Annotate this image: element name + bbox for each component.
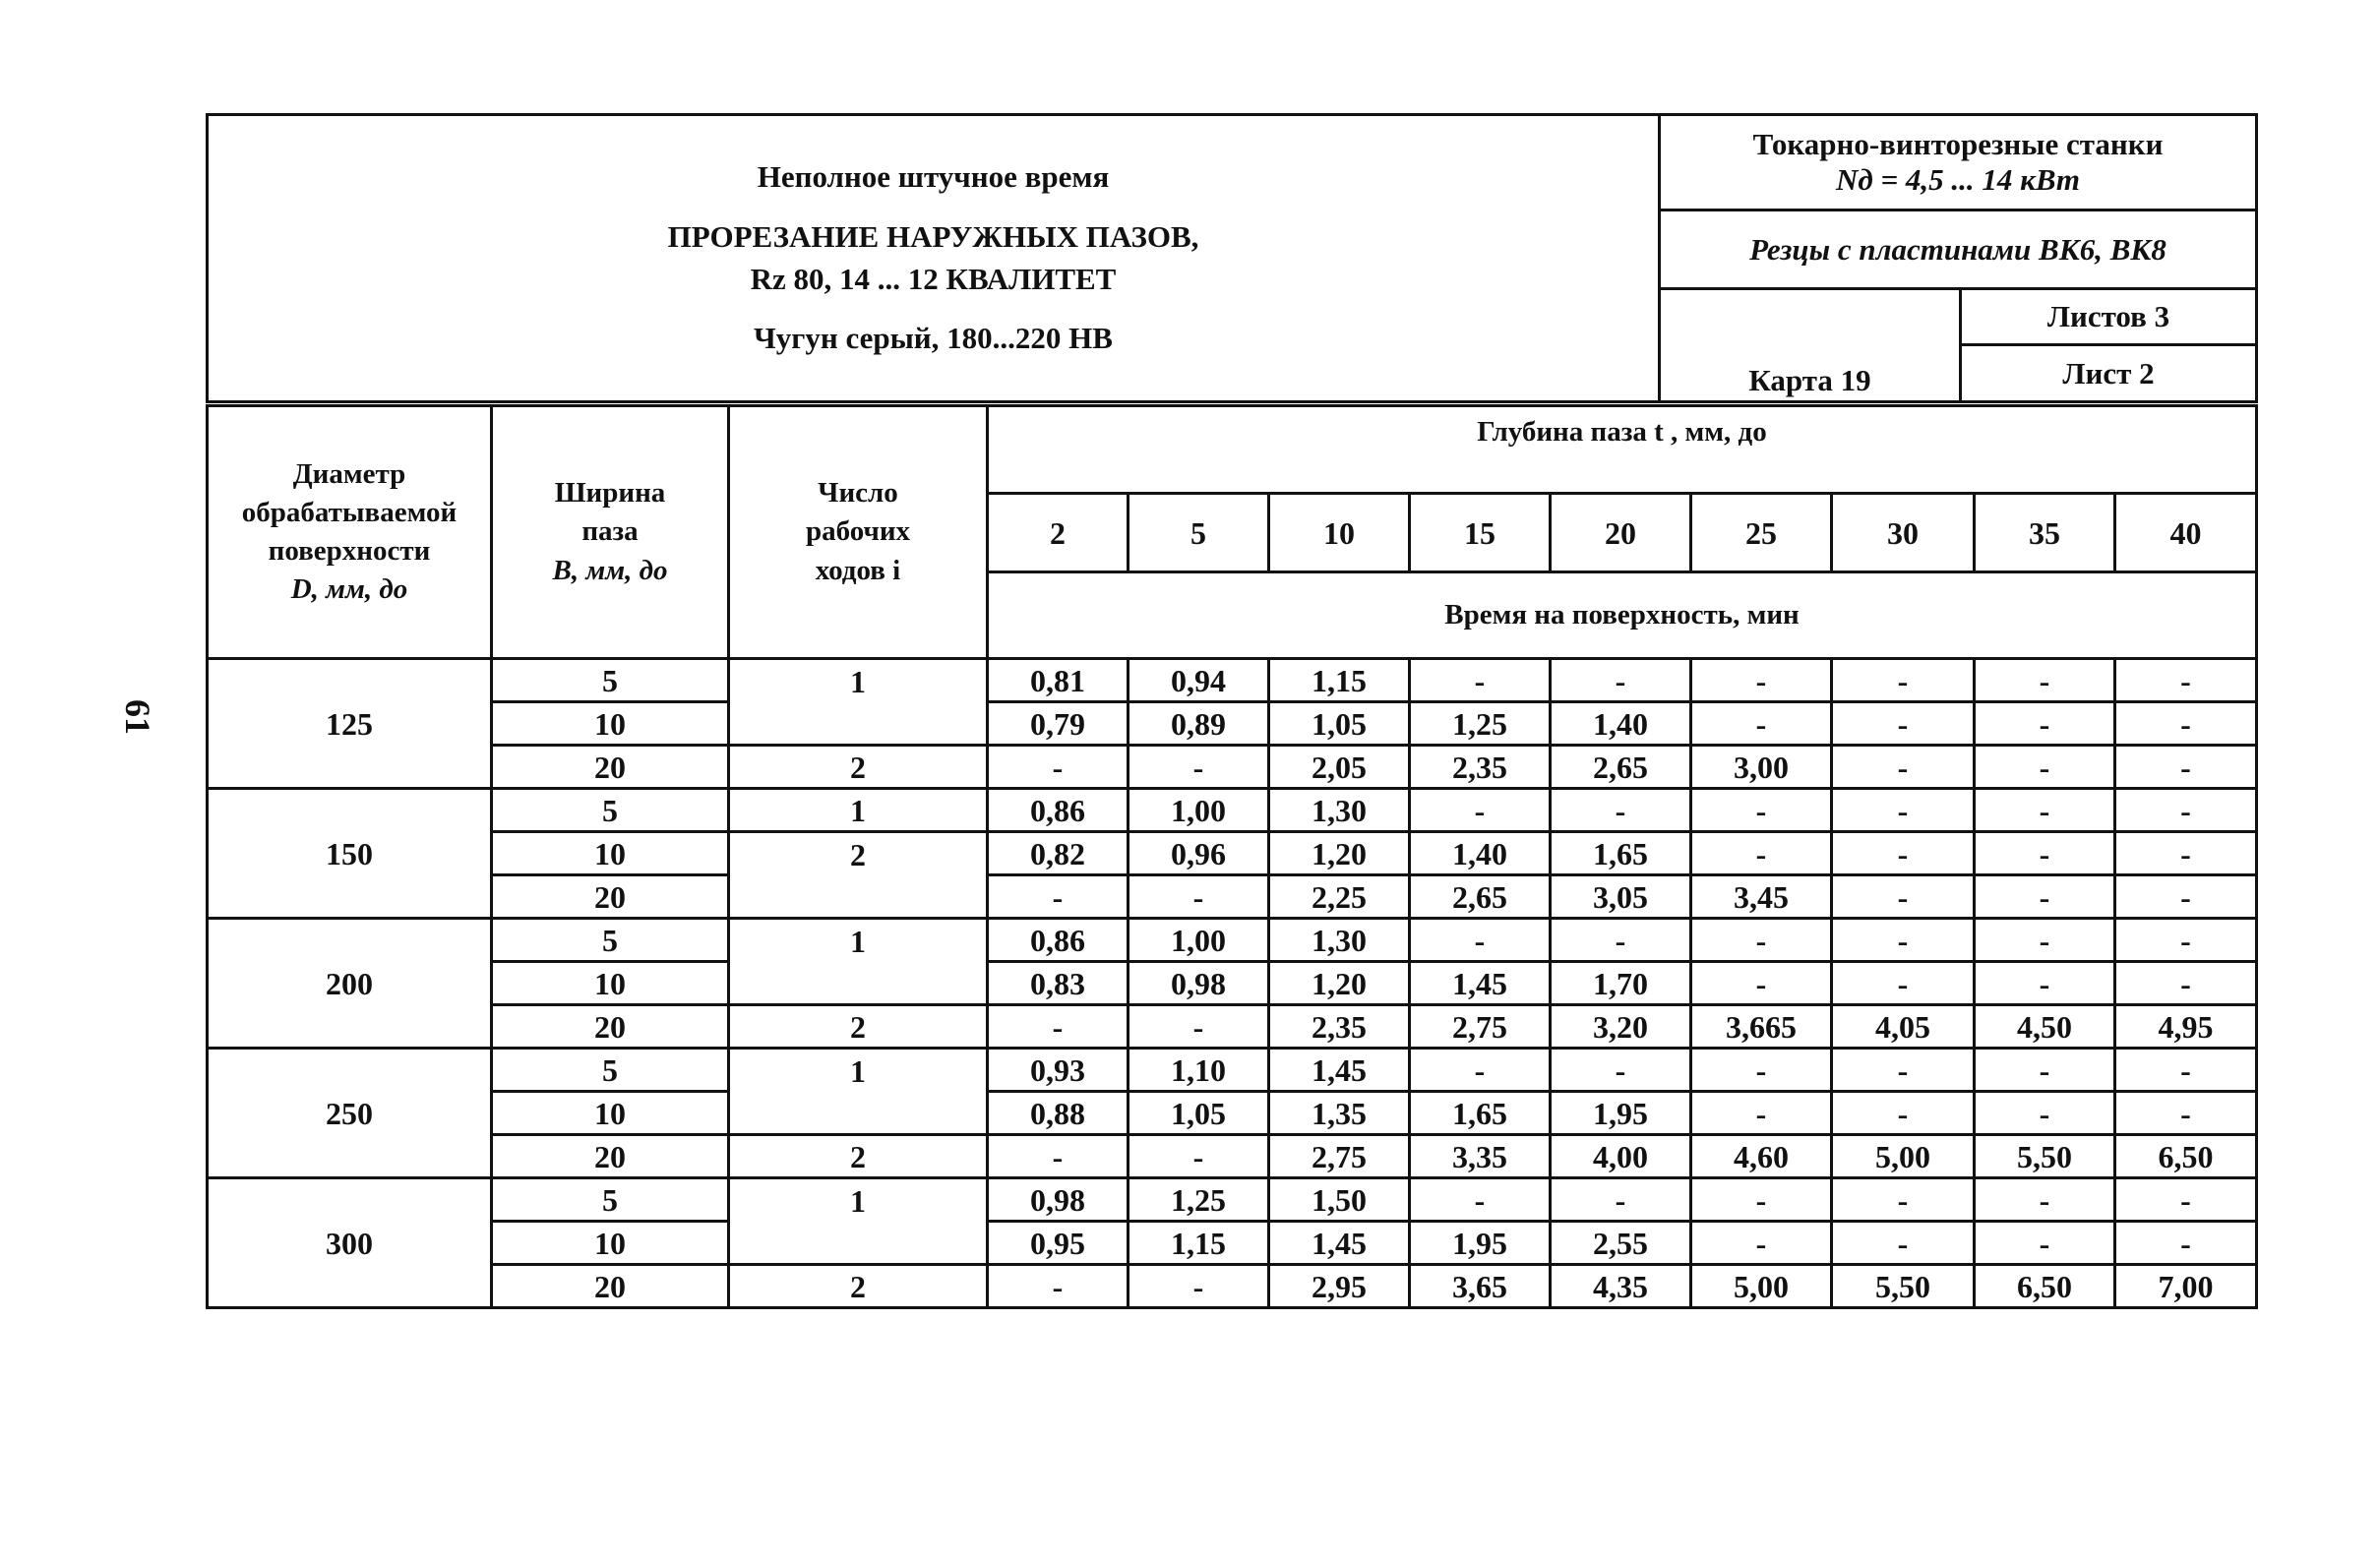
time-value-cell: 4,60 <box>1691 1135 1832 1178</box>
time-value-cell: 0,79 <box>988 702 1129 746</box>
time-value-cell: - <box>1975 746 2115 789</box>
time-value-cell: 1,40 <box>1410 832 1551 875</box>
time-value-cell: 3,00 <box>1691 746 1832 789</box>
time-table <box>206 404 2258 1309</box>
time-value-cell: 4,35 <box>1551 1265 1691 1308</box>
time-value-cell: - <box>1975 875 2115 919</box>
title-line-1: Неполное штучное время <box>757 159 1110 194</box>
width-cell: 5 <box>492 919 729 962</box>
table-row <box>208 1178 2257 1222</box>
width-cell: 10 <box>492 1092 729 1135</box>
time-value-cell: 1,30 <box>1269 789 1410 832</box>
time-value-cell: - <box>1410 919 1551 962</box>
time-value-cell: 4,50 <box>1975 1005 2115 1049</box>
time-value-cell: 0,86 <box>988 919 1129 962</box>
passes-header-line: Число <box>818 477 898 510</box>
time-value-cell: 1,15 <box>1129 1222 1269 1265</box>
table-row <box>208 702 2257 746</box>
time-value-cell: 3,20 <box>1551 1005 1691 1049</box>
width-header <box>492 406 729 659</box>
width-cell: 10 <box>492 1222 729 1265</box>
time-value-cell: 0,98 <box>1129 962 1269 1005</box>
time-value-cell: 6,50 <box>2115 1135 2257 1178</box>
time-value-cell: - <box>988 746 1129 789</box>
width-cell: 5 <box>492 1049 729 1092</box>
time-value-cell: 4,00 <box>1551 1135 1691 1178</box>
time-value-cell: - <box>1832 702 1975 746</box>
time-value-cell: - <box>1975 659 2115 702</box>
table-row <box>208 919 2257 962</box>
time-value-cell: - <box>1129 1135 1269 1178</box>
passes-cell: 1 <box>729 1178 988 1265</box>
time-value-cell: - <box>1975 1178 2115 1222</box>
diameter-cell: 150 <box>208 789 492 919</box>
time-value-cell: 6,50 <box>1975 1265 2115 1308</box>
title-line-2a: ПРОРЕЗАНИЕ НАРУЖНЫХ ПАЗОВ, <box>667 218 1199 254</box>
time-value-cell: 1,45 <box>1269 1222 1410 1265</box>
passes-cell: 1 <box>729 789 988 832</box>
time-value-cell: 1,40 <box>1551 702 1691 746</box>
time-value-cell: - <box>1691 1222 1832 1265</box>
passes-cell: 1 <box>729 1049 988 1135</box>
time-value-cell: 5,50 <box>1832 1265 1975 1308</box>
time-value-cell: - <box>1551 659 1691 702</box>
time-value-cell: 1,20 <box>1269 962 1410 1005</box>
time-value-cell: 1,45 <box>1269 1049 1410 1092</box>
width-cell: 5 <box>492 659 729 702</box>
time-value-cell: - <box>1975 702 2115 746</box>
time-value-cell: 1,00 <box>1129 919 1269 962</box>
time-value-cell: - <box>1832 875 1975 919</box>
sheets-cell: Листов 3 <box>1961 289 2257 345</box>
time-value-cell: 5,00 <box>1691 1265 1832 1308</box>
depth-value-header: 10 <box>1269 494 1410 572</box>
time-value-cell: - <box>2115 1222 2257 1265</box>
time-value-cell: 2,05 <box>1269 746 1410 789</box>
time-value-cell: - <box>2115 875 2257 919</box>
time-value-cell: 1,35 <box>1269 1092 1410 1135</box>
table-row <box>208 746 2257 789</box>
time-value-cell: - <box>1551 789 1691 832</box>
time-value-cell: - <box>2115 746 2257 789</box>
table-row <box>208 1265 2257 1308</box>
time-value-cell: 0,83 <box>988 962 1129 1005</box>
time-value-cell: 2,65 <box>1410 875 1551 919</box>
time-value-cell: - <box>1832 962 1975 1005</box>
diameter-cell: 250 <box>208 1049 492 1178</box>
time-value-cell: 1,65 <box>1551 832 1691 875</box>
time-value-cell: - <box>2115 702 2257 746</box>
time-value-cell: - <box>1129 1005 1269 1049</box>
time-value-cell: - <box>2115 919 2257 962</box>
time-value-cell: - <box>988 875 1129 919</box>
passes-header-line: рабочих <box>805 515 911 548</box>
page-number: 61 <box>118 699 157 735</box>
time-value-cell: 2,75 <box>1410 1005 1551 1049</box>
time-value-cell: - <box>1832 1092 1975 1135</box>
title-line-2b: Rz 80, 14 ... 12 КВАЛИТЕТ <box>750 261 1117 296</box>
card-cell: Карта 19 <box>1660 289 1961 402</box>
time-value-cell: 2,35 <box>1410 746 1551 789</box>
diameter-header-line: поверхности <box>268 535 431 567</box>
time-value-cell: 7,00 <box>2115 1265 2257 1308</box>
time-value-cell: - <box>1975 789 2115 832</box>
width-cell: 10 <box>492 962 729 1005</box>
time-value-cell: 1,95 <box>1551 1092 1691 1135</box>
depth-header: Глубина паза t , мм, до <box>988 406 2257 494</box>
time-value-cell: - <box>1410 1178 1551 1222</box>
time-value-cell: - <box>2115 1049 2257 1092</box>
time-value-cell: - <box>1551 1049 1691 1092</box>
passes-cell: 2 <box>729 1005 988 1049</box>
time-value-cell: - <box>1691 1178 1832 1222</box>
depth-value-header: 35 <box>1975 494 2115 572</box>
time-value-cell: 5,50 <box>1975 1135 2115 1178</box>
depth-value-header: 25 <box>1691 494 1832 572</box>
width-cell: 20 <box>492 1135 729 1178</box>
depth-value-header: 40 <box>2115 494 2257 572</box>
time-value-cell: - <box>988 1005 1129 1049</box>
depth-value-header: 2 <box>988 494 1129 572</box>
diameter-header <box>208 406 492 659</box>
time-value-cell: 4,05 <box>1832 1005 1975 1049</box>
time-value-cell: - <box>1129 875 1269 919</box>
passes-cell: 1 <box>729 659 988 746</box>
depth-value-header: 15 <box>1410 494 1551 572</box>
time-value-cell: 2,25 <box>1269 875 1410 919</box>
time-value-cell: - <box>1129 746 1269 789</box>
time-value-cell: 1,95 <box>1410 1222 1551 1265</box>
time-value-cell: - <box>1410 659 1551 702</box>
time-value-cell: - <box>2115 962 2257 1005</box>
time-value-cell: - <box>2115 1178 2257 1222</box>
time-value-cell: - <box>1975 919 2115 962</box>
time-value-cell: 1,65 <box>1410 1092 1551 1135</box>
diameter-header-line: Диаметр <box>292 457 406 490</box>
time-value-cell: - <box>1832 919 1975 962</box>
width-cell: 20 <box>492 1265 729 1308</box>
time-value-cell: - <box>1832 832 1975 875</box>
time-value-cell: - <box>1410 789 1551 832</box>
width-cell: 10 <box>492 702 729 746</box>
time-value-cell: 0,81 <box>988 659 1129 702</box>
time-value-cell: - <box>1410 1049 1551 1092</box>
table-row <box>208 1005 2257 1049</box>
time-value-cell: 0,94 <box>1129 659 1269 702</box>
table-row <box>208 1135 2257 1178</box>
width-cell: 10 <box>492 832 729 875</box>
table-row <box>208 962 2257 1005</box>
time-value-cell: 0,93 <box>988 1049 1129 1092</box>
time-value-cell: 0,88 <box>988 1092 1129 1135</box>
title-line-3: Чугун серый, 180...220 HB <box>754 321 1113 356</box>
tool-cell: Резцы с пластинами ВК6, ВК8 <box>1660 210 2257 289</box>
time-value-cell: - <box>1832 1049 1975 1092</box>
time-value-cell: - <box>1691 702 1832 746</box>
table-row <box>208 832 2257 875</box>
time-value-cell: 3,05 <box>1551 875 1691 919</box>
width-header-line: Ширина <box>554 477 666 510</box>
width-cell: 20 <box>492 1005 729 1049</box>
time-value-cell: 1,25 <box>1410 702 1551 746</box>
table-row <box>208 1222 2257 1265</box>
passes-cell: 2 <box>729 746 988 789</box>
sheet-cell: Лист 2 <box>1961 345 2257 402</box>
depth-value-header: 20 <box>1551 494 1691 572</box>
time-value-cell: 2,75 <box>1269 1135 1410 1178</box>
time-value-cell: 1,15 <box>1269 659 1410 702</box>
diameter-cell: 200 <box>208 919 492 1049</box>
time-value-cell: 1,70 <box>1551 962 1691 1005</box>
time-value-cell: - <box>2115 832 2257 875</box>
time-value-cell: - <box>1551 1178 1691 1222</box>
depth-value-header: 30 <box>1832 494 1975 572</box>
time-value-cell: 2,55 <box>1551 1222 1691 1265</box>
passes-cell: 2 <box>729 832 988 919</box>
time-value-cell: 0,86 <box>988 789 1129 832</box>
time-value-cell: - <box>1691 919 1832 962</box>
diameter-header-line: обрабатываемой <box>241 496 458 528</box>
time-value-cell: - <box>2115 1092 2257 1135</box>
table-row <box>208 1049 2257 1092</box>
machine-line-b: Nд = 4,5 ... 14 кВт <box>1835 162 2081 197</box>
time-value-cell: 1,45 <box>1410 962 1551 1005</box>
time-value-cell: 4,95 <box>2115 1005 2257 1049</box>
depth-value-header: 5 <box>1129 494 1269 572</box>
table-row <box>208 789 2257 832</box>
passes-cell: 2 <box>729 1265 988 1308</box>
time-value-cell: 2,35 <box>1269 1005 1410 1049</box>
header-block <box>206 113 2258 403</box>
time-value-cell: 1,30 <box>1269 919 1410 962</box>
time-value-cell: 3,665 <box>1691 1005 1832 1049</box>
machine-cell <box>1660 115 2257 210</box>
time-value-cell: 3,35 <box>1410 1135 1551 1178</box>
time-header: Время на поверхность, мин <box>988 572 2257 659</box>
time-value-cell: - <box>1551 919 1691 962</box>
machine-line-a: Токарно-винторезные станки <box>1752 127 2164 162</box>
time-value-cell: 3,45 <box>1691 875 1832 919</box>
time-value-cell: - <box>1691 1049 1832 1092</box>
time-value-cell: - <box>1975 832 2115 875</box>
passes-header-line: ходов i <box>815 554 901 586</box>
time-value-cell: - <box>988 1135 1129 1178</box>
time-value-cell: 1,05 <box>1269 702 1410 746</box>
time-value-cell: - <box>1691 789 1832 832</box>
time-value-cell: - <box>1129 1265 1269 1308</box>
table-row <box>208 1092 2257 1135</box>
time-value-cell: 1,25 <box>1129 1178 1269 1222</box>
time-value-cell: 1,00 <box>1129 789 1269 832</box>
time-value-cell: - <box>2115 789 2257 832</box>
time-value-cell: 1,20 <box>1269 832 1410 875</box>
time-value-cell: - <box>1975 962 2115 1005</box>
time-value-cell: - <box>1691 962 1832 1005</box>
time-value-cell: 0,98 <box>988 1178 1129 1222</box>
width-header-line: B, мм, до <box>552 554 668 586</box>
time-value-cell: 0,96 <box>1129 832 1269 875</box>
time-value-cell: - <box>1832 1222 1975 1265</box>
time-value-cell: - <box>1691 832 1832 875</box>
time-value-cell: 5,00 <box>1832 1135 1975 1178</box>
passes-cell: 2 <box>729 1135 988 1178</box>
passes-header <box>729 406 988 659</box>
passes-cell: 1 <box>729 919 988 1005</box>
time-value-cell: - <box>1691 659 1832 702</box>
time-value-cell: - <box>988 1265 1129 1308</box>
time-value-cell: - <box>1691 1092 1832 1135</box>
time-value-cell: - <box>1975 1222 2115 1265</box>
width-header-line: паза <box>581 515 639 548</box>
diameter-header-line: D, мм, до <box>290 573 408 606</box>
width-cell: 20 <box>492 875 729 919</box>
diameter-cell: 300 <box>208 1178 492 1308</box>
time-value-cell: 0,95 <box>988 1222 1129 1265</box>
width-cell: 5 <box>492 789 729 832</box>
time-value-cell: - <box>1832 659 1975 702</box>
time-value-cell: 2,65 <box>1551 746 1691 789</box>
time-value-cell: - <box>2115 659 2257 702</box>
time-value-cell: 0,89 <box>1129 702 1269 746</box>
diameter-cell: 125 <box>208 659 492 789</box>
time-value-cell: 1,05 <box>1129 1092 1269 1135</box>
time-value-cell: - <box>1832 1178 1975 1222</box>
time-value-cell: - <box>1832 746 1975 789</box>
table-row <box>208 875 2257 919</box>
time-value-cell: - <box>1832 789 1975 832</box>
time-value-cell: 1,10 <box>1129 1049 1269 1092</box>
time-value-cell: - <box>1975 1049 2115 1092</box>
time-value-cell: 1,50 <box>1269 1178 1410 1222</box>
title-cell <box>208 115 1660 402</box>
time-value-cell: 0,82 <box>988 832 1129 875</box>
width-cell: 20 <box>492 746 729 789</box>
time-value-cell: - <box>1975 1092 2115 1135</box>
time-value-cell: 3,65 <box>1410 1265 1551 1308</box>
width-cell: 5 <box>492 1178 729 1222</box>
table-row <box>208 659 2257 702</box>
time-value-cell: 2,95 <box>1269 1265 1410 1308</box>
